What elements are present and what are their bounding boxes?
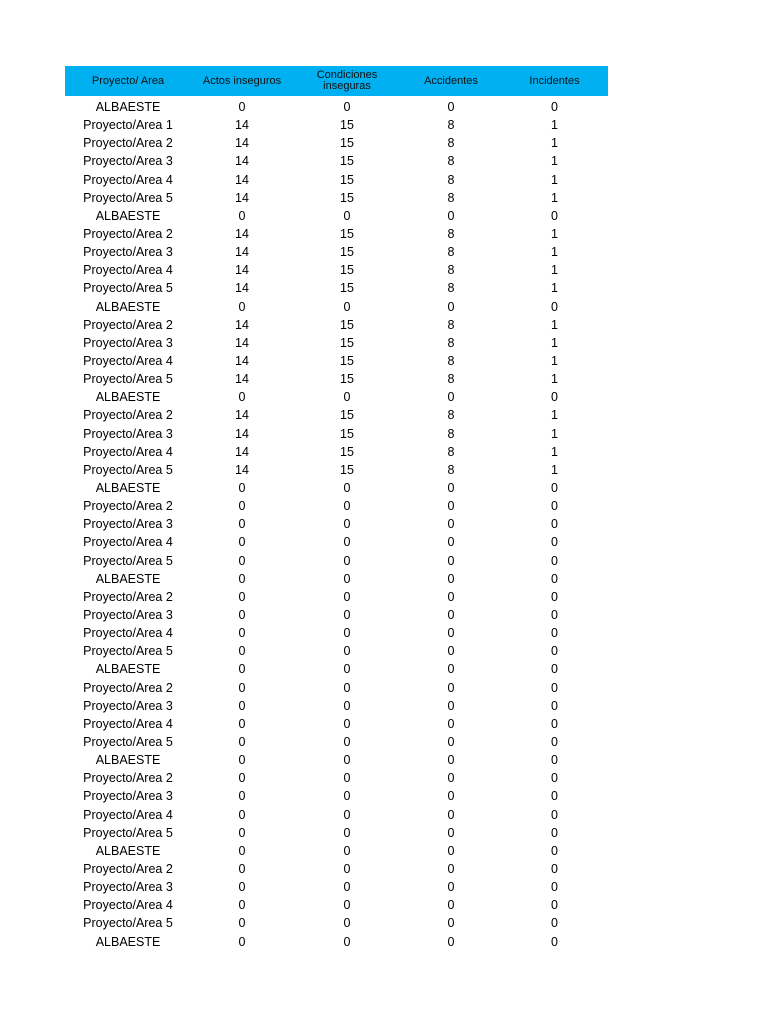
cell-accidentes: 0 (447, 626, 455, 641)
cell-actos-inseguros: 0 (238, 208, 246, 223)
table-row (65, 751, 608, 769)
cell-incidentes: 0 (551, 916, 558, 931)
cell-incidentes: 0 (551, 481, 558, 496)
cell-incidentes: 0 (551, 589, 558, 604)
cell-accidentes: 8 (447, 172, 455, 187)
cell-accidentes: 0 (447, 208, 455, 223)
table-body (65, 96, 608, 951)
cell-incidentes: 0 (551, 734, 558, 749)
cell-accidentes: 8 (447, 190, 455, 205)
cell-actos-inseguros: 0 (238, 843, 246, 858)
cell-proyecto-area: Proyecto/Area 5 (83, 462, 173, 477)
cell-condiciones-inseguras: 15 (340, 154, 354, 169)
cell-accidentes: 8 (447, 335, 455, 350)
cell-accidentes: 0 (447, 789, 455, 804)
cell-actos-inseguros: 14 (235, 263, 249, 278)
cell-proyecto-area: Proyecto/Area 3 (83, 154, 173, 169)
cell-accidentes: 0 (447, 880, 455, 895)
cell-condiciones-inseguras: 15 (340, 118, 354, 133)
cell-actos-inseguros: 0 (238, 861, 246, 876)
cell-proyecto-area: Proyecto/Area 3 (83, 789, 173, 804)
cell-accidentes: 8 (447, 263, 455, 278)
cell-proyecto-area: Proyecto/Area 3 (83, 608, 173, 622)
cell-condiciones-inseguras: 15 (340, 245, 354, 260)
cell-condiciones-inseguras: 0 (343, 734, 351, 749)
cell-condiciones-inseguras: 0 (343, 644, 351, 659)
cell-incidentes: 1 (551, 408, 558, 423)
cell-accidentes: 0 (447, 771, 455, 786)
cell-incidentes: 1 (551, 190, 558, 205)
cell-proyecto-area: ALBAESTE (95, 571, 161, 586)
cell-incidentes: 1 (551, 154, 558, 169)
cell-accidentes: 0 (447, 481, 455, 496)
cell-actos-inseguros: 0 (238, 390, 246, 405)
cell-condiciones-inseguras: 15 (340, 136, 354, 151)
cell-actos-inseguros: 0 (238, 789, 246, 804)
cell-proyecto-area: Proyecto/Area 3 (83, 880, 173, 895)
cell-actos-inseguros: 0 (238, 589, 246, 604)
cell-actos-inseguros: 0 (238, 626, 246, 641)
cell-incidentes: 0 (551, 680, 558, 695)
cell-actos-inseguros: 0 (238, 608, 246, 622)
cell-condiciones-inseguras: 0 (343, 680, 351, 695)
cell-incidentes: 1 (551, 227, 558, 242)
table-row (65, 932, 608, 950)
cell-accidentes: 0 (447, 680, 455, 695)
cell-actos-inseguros: 14 (235, 227, 249, 242)
cell-proyecto-area: Proyecto/Area 4 (83, 626, 173, 641)
table-row (65, 388, 608, 406)
table-row (65, 225, 608, 243)
cell-proyecto-area: Proyecto/Area 3 (83, 335, 173, 350)
cell-accidentes: 0 (447, 390, 455, 405)
cell-actos-inseguros: 14 (235, 118, 249, 133)
cell-accidentes: 0 (447, 535, 455, 550)
table-row (65, 860, 608, 878)
cell-proyecto-area: Proyecto/Area 2 (83, 861, 173, 876)
cell-proyecto-area: Proyecto/Area 3 (83, 517, 173, 532)
cell-accidentes: 8 (447, 245, 455, 260)
cell-proyecto-area: Proyecto/Area 2 (83, 680, 173, 695)
cell-incidentes: 1 (551, 335, 558, 350)
table-row (65, 878, 608, 896)
cell-proyecto-area: Proyecto/Area 5 (83, 734, 173, 749)
cell-condiciones-inseguras: 0 (343, 861, 351, 876)
cell-actos-inseguros: 0 (238, 571, 246, 586)
cell-proyecto-area: Proyecto/Area 3 (83, 698, 173, 713)
table-row (65, 370, 608, 388)
cell-incidentes: 0 (551, 571, 558, 586)
table-row (65, 679, 608, 697)
cell-incidentes: 1 (551, 245, 558, 260)
cell-incidentes: 1 (551, 263, 558, 278)
cell-actos-inseguros: 0 (238, 662, 246, 677)
cell-proyecto-area: Proyecto/Area 4 (83, 535, 173, 550)
table-row (65, 461, 608, 479)
cell-actos-inseguros: 0 (238, 716, 246, 731)
cell-proyecto-area: Proyecto/Area 2 (83, 589, 173, 604)
cell-proyecto-area: Proyecto/Area 2 (83, 317, 173, 332)
cell-condiciones-inseguras: 0 (343, 807, 351, 822)
table-row (65, 189, 608, 207)
cell-proyecto-area: Proyecto/Area 5 (83, 372, 173, 387)
cell-proyecto-area: ALBAESTE (95, 753, 161, 768)
cell-proyecto-area: Proyecto/Area 1 (83, 118, 173, 133)
cell-proyecto-area: ALBAESTE (95, 100, 161, 115)
cell-condiciones-inseguras: 0 (343, 662, 351, 677)
cell-proyecto-area: Proyecto/Area 4 (83, 263, 173, 278)
cell-proyecto-area: Proyecto/Area 5 (83, 825, 173, 840)
table-row (65, 824, 608, 842)
cell-actos-inseguros: 14 (235, 136, 249, 151)
cell-proyecto-area: Proyecto/Area 5 (83, 190, 173, 205)
cell-condiciones-inseguras: 0 (343, 390, 351, 405)
table-row (65, 479, 608, 497)
cell-accidentes: 0 (447, 571, 455, 586)
cell-actos-inseguros: 14 (235, 408, 249, 423)
cell-actos-inseguros: 0 (238, 517, 246, 532)
cell-condiciones-inseguras: 0 (343, 299, 351, 314)
table-header-row (65, 66, 608, 96)
cell-actos-inseguros: 0 (238, 499, 246, 514)
cell-incidentes: 0 (551, 390, 558, 405)
cell-accidentes: 8 (447, 281, 455, 296)
table-row (65, 896, 608, 914)
table-row (65, 914, 608, 932)
cell-actos-inseguros: 0 (238, 916, 246, 931)
cell-incidentes: 1 (551, 462, 558, 477)
cell-condiciones-inseguras: 0 (343, 789, 351, 804)
cell-incidentes: 0 (551, 771, 558, 786)
cell-actos-inseguros: 0 (238, 680, 246, 695)
cell-condiciones-inseguras: 0 (343, 880, 351, 895)
table-row (65, 660, 608, 678)
cell-actos-inseguros: 0 (238, 880, 246, 895)
table-row (65, 443, 608, 461)
table-row (65, 352, 608, 370)
cell-accidentes: 8 (447, 462, 455, 477)
cell-accidentes: 8 (447, 227, 455, 242)
cell-incidentes: 0 (551, 753, 558, 768)
table-row (65, 171, 608, 189)
table-row (65, 588, 608, 606)
cell-actos-inseguros: 14 (235, 444, 249, 459)
cell-accidentes: 0 (447, 753, 455, 768)
cell-incidentes: 0 (551, 644, 558, 659)
cell-proyecto-area: Proyecto/Area 2 (83, 499, 173, 514)
cell-condiciones-inseguras: 15 (340, 335, 354, 350)
cell-accidentes: 0 (447, 100, 455, 115)
cell-condiciones-inseguras: 0 (343, 934, 351, 949)
cell-actos-inseguros: 0 (238, 535, 246, 550)
cell-condiciones-inseguras: 15 (340, 354, 354, 369)
cell-proyecto-area: Proyecto/Area 5 (83, 553, 173, 568)
cell-accidentes: 8 (447, 354, 455, 369)
cell-incidentes: 1 (551, 317, 558, 332)
data-table (65, 66, 608, 951)
cell-proyecto-area: Proyecto/Area 4 (83, 807, 173, 822)
cell-accidentes: 0 (447, 825, 455, 840)
cell-condiciones-inseguras: 15 (340, 462, 354, 477)
cell-actos-inseguros: 14 (235, 426, 249, 441)
cell-proyecto-area: ALBAESTE (95, 481, 161, 496)
cell-condiciones-inseguras: 15 (340, 426, 354, 441)
cell-condiciones-inseguras: 15 (340, 444, 354, 459)
header-cell-actos-inseguros: Actos inseguros (202, 75, 282, 87)
table-row (65, 207, 608, 225)
table-row (65, 98, 608, 116)
cell-incidentes: 0 (551, 898, 558, 913)
cell-incidentes: 0 (551, 807, 558, 822)
cell-actos-inseguros: 14 (235, 462, 249, 477)
cell-accidentes: 0 (447, 698, 455, 713)
cell-accidentes: 0 (447, 644, 455, 659)
cell-actos-inseguros: 0 (238, 898, 246, 913)
cell-proyecto-area: Proyecto/Area 2 (83, 136, 173, 151)
cell-actos-inseguros: 0 (238, 481, 246, 496)
cell-accidentes: 0 (447, 934, 455, 949)
cell-accidentes: 8 (447, 317, 455, 332)
cell-condiciones-inseguras: 15 (340, 263, 354, 278)
table-row (65, 697, 608, 715)
cell-incidentes: 0 (551, 662, 558, 677)
table-row (65, 134, 608, 152)
cell-condiciones-inseguras: 0 (343, 553, 351, 568)
cell-incidentes: 0 (551, 499, 558, 514)
cell-condiciones-inseguras: 0 (343, 517, 351, 532)
cell-accidentes: 8 (447, 408, 455, 423)
cell-condiciones-inseguras: 0 (343, 716, 351, 731)
cell-condiciones-inseguras: 0 (343, 481, 351, 496)
cell-actos-inseguros: 14 (235, 335, 249, 350)
cell-actos-inseguros: 0 (238, 100, 246, 115)
cell-incidentes: 1 (551, 354, 558, 369)
cell-accidentes: 0 (447, 662, 455, 677)
table-row (65, 715, 608, 733)
cell-condiciones-inseguras: 0 (343, 571, 351, 586)
cell-condiciones-inseguras: 15 (340, 281, 354, 296)
cell-condiciones-inseguras: 0 (343, 698, 351, 713)
cell-incidentes: 0 (551, 608, 558, 622)
table-row (65, 787, 608, 805)
table-row (65, 116, 608, 134)
table-row (65, 425, 608, 443)
cell-actos-inseguros: 0 (238, 644, 246, 659)
cell-condiciones-inseguras: 0 (343, 753, 351, 768)
cell-incidentes: 0 (551, 698, 558, 713)
cell-condiciones-inseguras: 0 (343, 589, 351, 604)
cell-actos-inseguros: 14 (235, 281, 249, 296)
cell-proyecto-area: Proyecto/Area 5 (83, 281, 173, 296)
cell-condiciones-inseguras: 0 (343, 208, 351, 223)
cell-actos-inseguros: 14 (235, 154, 249, 169)
cell-condiciones-inseguras: 15 (340, 372, 354, 387)
table-row (65, 152, 608, 170)
cell-proyecto-area: ALBAESTE (95, 208, 161, 223)
table-row (65, 533, 608, 551)
cell-proyecto-area: Proyecto/Area 2 (83, 408, 173, 423)
cell-incidentes: 0 (551, 716, 558, 731)
cell-accidentes: 0 (447, 589, 455, 604)
cell-actos-inseguros: 14 (235, 354, 249, 369)
cell-condiciones-inseguras: 0 (343, 898, 351, 913)
table-row (65, 334, 608, 352)
cell-incidentes: 0 (551, 934, 558, 949)
cell-accidentes: 0 (447, 499, 455, 514)
cell-proyecto-area: ALBAESTE (95, 299, 161, 314)
table-row (65, 769, 608, 787)
header-cell-accidentes: Accidentes (424, 75, 478, 87)
cell-incidentes: 0 (551, 517, 558, 532)
table-row (65, 624, 608, 642)
header-cell-condiciones-inseguras: Condiciones inseguras (316, 69, 378, 92)
cell-actos-inseguros: 0 (238, 553, 246, 568)
cell-proyecto-area: ALBAESTE (95, 390, 161, 405)
cell-accidentes: 8 (447, 372, 455, 387)
cell-accidentes: 8 (447, 154, 455, 169)
cell-incidentes: 1 (551, 281, 558, 296)
table-row (65, 406, 608, 424)
cell-proyecto-area: Proyecto/Area 4 (83, 354, 173, 369)
table-row (65, 497, 608, 515)
cell-condiciones-inseguras: 0 (343, 626, 351, 641)
cell-actos-inseguros: 0 (238, 771, 246, 786)
table-row (65, 243, 608, 261)
cell-accidentes: 8 (447, 444, 455, 459)
cell-proyecto-area: Proyecto/Area 5 (83, 916, 173, 931)
cell-actos-inseguros: 0 (238, 807, 246, 822)
cell-accidentes: 0 (447, 716, 455, 731)
cell-accidentes: 0 (447, 299, 455, 314)
cell-proyecto-area: Proyecto/Area 2 (83, 227, 173, 242)
cell-actos-inseguros: 14 (235, 372, 249, 387)
cell-proyecto-area: Proyecto/Area 4 (83, 898, 173, 913)
cell-condiciones-inseguras: 0 (343, 771, 351, 786)
table-row (65, 552, 608, 570)
cell-accidentes: 0 (447, 861, 455, 876)
cell-condiciones-inseguras: 0 (343, 843, 351, 858)
cell-proyecto-area: Proyecto/Area 4 (83, 172, 173, 187)
table-row (65, 570, 608, 588)
cell-condiciones-inseguras: 0 (343, 916, 351, 931)
cell-incidentes: 0 (551, 535, 558, 550)
cell-actos-inseguros: 0 (238, 825, 246, 840)
cell-accidentes: 0 (447, 898, 455, 913)
cell-actos-inseguros: 0 (238, 299, 246, 314)
header-cell-proyecto-area: Proyecto/ Area (91, 75, 165, 87)
cell-incidentes: 1 (551, 372, 558, 387)
cell-accidentes: 8 (447, 136, 455, 151)
cell-condiciones-inseguras: 0 (343, 535, 351, 550)
cell-accidentes: 8 (447, 426, 455, 441)
table-row (65, 298, 608, 316)
cell-proyecto-area: Proyecto/Area 4 (83, 716, 173, 731)
cell-actos-inseguros: 0 (238, 734, 246, 749)
cell-accidentes: 8 (447, 118, 455, 133)
cell-incidentes: 0 (551, 825, 558, 840)
cell-accidentes: 0 (447, 517, 455, 532)
table-row (65, 842, 608, 860)
cell-condiciones-inseguras: 0 (343, 608, 351, 622)
table-row (65, 805, 608, 823)
cell-condiciones-inseguras: 0 (343, 825, 351, 840)
table-row (65, 733, 608, 751)
cell-proyecto-area: Proyecto/Area 2 (83, 771, 173, 786)
cell-accidentes: 0 (447, 608, 455, 622)
cell-proyecto-area: Proyecto/Area 3 (83, 426, 173, 441)
cell-condiciones-inseguras: 15 (340, 317, 354, 332)
cell-accidentes: 0 (447, 916, 455, 931)
cell-accidentes: 0 (447, 843, 455, 858)
cell-proyecto-area: ALBAESTE (95, 934, 161, 949)
cell-condiciones-inseguras: 15 (340, 190, 354, 205)
cell-actos-inseguros: 14 (235, 317, 249, 332)
cell-proyecto-area: Proyecto/Area 5 (83, 644, 173, 659)
cell-condiciones-inseguras: 0 (343, 499, 351, 514)
cell-incidentes: 0 (551, 843, 558, 858)
cell-actos-inseguros: 0 (238, 698, 246, 713)
table-row (65, 279, 608, 297)
table-row (65, 261, 608, 279)
table-row (65, 515, 608, 533)
cell-incidentes: 1 (551, 172, 558, 187)
cell-proyecto-area: Proyecto/Area 4 (83, 444, 173, 459)
cell-actos-inseguros: 14 (235, 245, 249, 260)
cell-incidentes: 0 (551, 626, 558, 641)
cell-condiciones-inseguras: 15 (340, 172, 354, 187)
cell-incidentes: 1 (551, 136, 558, 151)
table-row (65, 606, 608, 624)
cell-accidentes: 0 (447, 553, 455, 568)
cell-incidentes: 1 (551, 118, 558, 133)
table-row (65, 316, 608, 334)
cell-accidentes: 0 (447, 734, 455, 749)
cell-actos-inseguros: 0 (238, 753, 246, 768)
cell-condiciones-inseguras: 15 (340, 227, 354, 242)
cell-proyecto-area: Proyecto/Area 3 (83, 245, 173, 260)
cell-incidentes: 1 (551, 444, 558, 459)
cell-proyecto-area: ALBAESTE (95, 843, 161, 858)
cell-actos-inseguros: 14 (235, 190, 249, 205)
cell-condiciones-inseguras: 0 (343, 100, 351, 115)
cell-incidentes: 0 (551, 861, 558, 876)
header-cell-incidentes: Incidentes (529, 75, 580, 87)
table-row (65, 642, 608, 660)
cell-incidentes: 0 (551, 880, 558, 895)
cell-incidentes: 0 (551, 100, 558, 115)
cell-incidentes: 1 (551, 426, 558, 441)
cell-actos-inseguros: 0 (238, 934, 246, 949)
cell-incidentes: 0 (551, 208, 558, 223)
cell-condiciones-inseguras: 15 (340, 408, 354, 423)
cell-actos-inseguros: 14 (235, 172, 249, 187)
cell-incidentes: 0 (551, 789, 558, 804)
cell-proyecto-area: ALBAESTE (95, 662, 161, 677)
cell-incidentes: 0 (551, 553, 558, 568)
cell-incidentes: 0 (551, 299, 558, 314)
cell-accidentes: 0 (447, 807, 455, 822)
